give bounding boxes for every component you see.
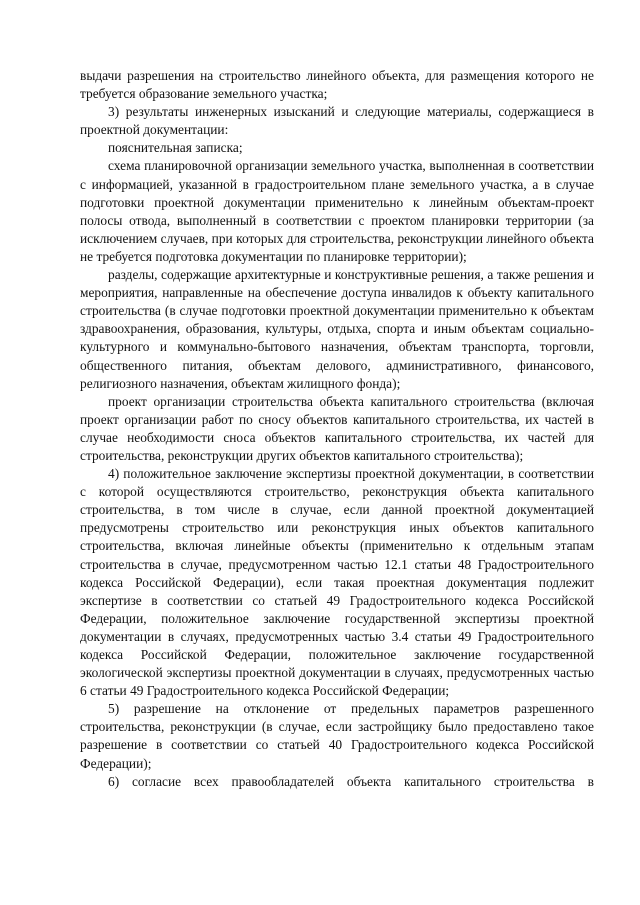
paragraph-continuation: выдачи разрешения на строительство линейного объекта, для размещения которого не требуется образование земельного участка; [80,68,594,102]
document-body [80,67,594,791]
paragraph-construction-project: проект организации строительства объекта капитального строительства (включая проект организации работ по сносу объектов капитального строительства, их частей в случае необходимости сноса объектов капитального строительства, их частей для строительства, реконструкции других объектов капитального строительства); [80,393,594,463]
paragraph-item-6: 6) согласие всех правообладателей объекта капитального строительства в [108,773,594,789]
paragraph-item-3: 3) результаты инженерных изысканий и следующие материалы, содержащиеся в проектной документации: [80,104,594,138]
paragraph-item-5: 5) разрешение на отклонение от предельных параметров разрешенного строительства, реконструкции (в случае, если застройщику было предоставлено такое разрешение в соответствии со статьей 40 Градостроительного кодекса Российской Федерации); [80,701,594,771]
paragraph-item-4: 4) положительное заключение экспертизы проектной документации, в соответствии с которой осуществляются строительство, реконструкция объекта капитального строительства, в том числе в случае, если данной проектной документацией предусмотрены строительство или реконструкция иных объектов капитального строительства, включая линейные объекты (применительно к отдельным этапам строительства в случае, предусмотренном частью 12.1 статьи 48 Градостроительного кодекса Российской Федерации), если такая проектная документация подлежит экспертизе в соответствии со статьей 49 Градостроительного кодекса Российской Федерации, положительное заключение государственной экспертизы проектной документации в случаях, предусмотренных частью 3.4 статьи 49 Градостроительного кодекса Российской Федерации, положительное заключение государственной экологической экспертизы проектной документации в случаях, предусмотренных частью 6 статьи 49 Градостроительного кодекса Российской Федерации; [80,466,594,699]
paragraph-explanatory-note: пояснительная записка; [108,140,243,156]
paragraph-site-scheme: схема планировочной организации земельного участка, выполненная в соответствии с информацией, указанной в градостроительном плане земельного участка, а в случае подготовки проектной документации применительно к линейным объектам-проект полосы отвода, выполненный в соответствии с проектом планировки территории (за исключением случаев, при которых для строительства, реконструкции линейного объекта не требуется подготовка документации по планировке территории); [80,158,594,264]
paragraph-architectural-sections: разделы, содержащие архитектурные и конструктивные решения, а также решения и мероприятия, направленные на обеспечение доступа инвалидов к объекту капитального строительства (в случае подготовки проектной документации применительно к объектам здравоохранения, образования, культуры, отдыха, спорта и иным объектам социально-культурного и коммунально-бытового назначения, объектам транспорта, торговли, общественного питания, объектам делового, административного, финансового, религиозного назначения, объектам жилищного фонда); [80,267,594,391]
